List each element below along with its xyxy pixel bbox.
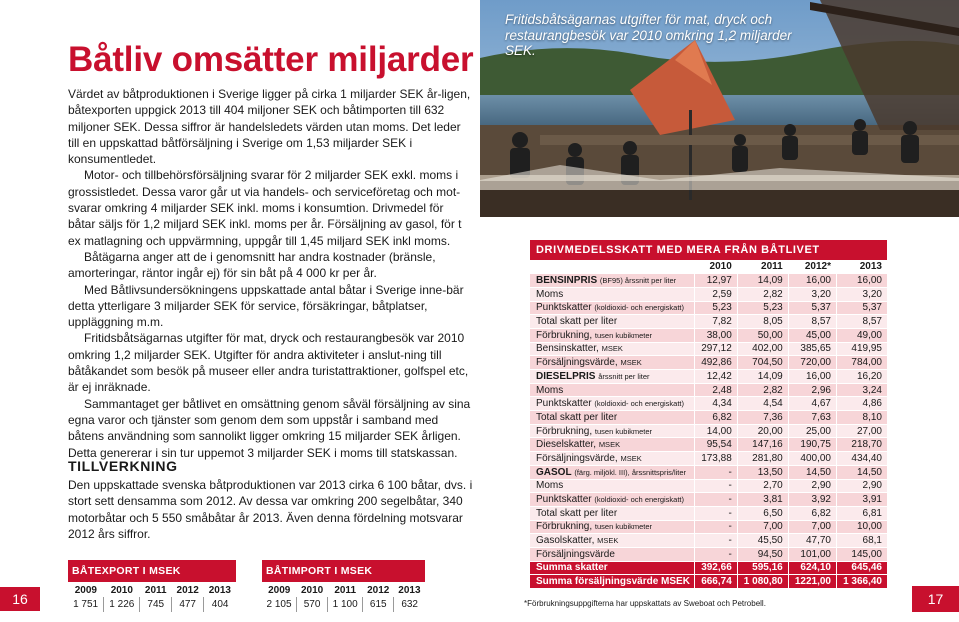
tax-sum-cell: 392,66 (694, 561, 737, 575)
value-cell: 1 751 (68, 597, 104, 612)
tax-row-label (530, 506, 694, 520)
section-heading: TILLVERKNING (68, 458, 178, 474)
tax-value-cell: 14,00 (694, 424, 737, 438)
tax-value-cell: 492,86 (694, 356, 737, 370)
tax-value-cell: 297,12 (694, 342, 737, 356)
tax-row-label (530, 534, 694, 548)
tax-value-cell: 720,00 (788, 356, 836, 370)
tax-value-cell: 14,09 (737, 370, 788, 384)
tax-sum-cell: 624,10 (788, 561, 836, 575)
tax-row-label-text: Total skatt per liter (536, 316, 618, 328)
tax-row (530, 370, 887, 384)
tax-value-cell: 7,36 (737, 411, 788, 425)
paragraph: Värdet av båtproduktionen i Sverige ligger på cirka 1 miljarder SEK år-ligen, båtexporten uppgick 2013 till 404 miljoner SEK och båtimporten till 632 miljoner SEK. Dessa siffror är handelsledets värden utan moms. Det leder till en uppskattad båtförsäljning i Sverige om 1,53 miljarder SEK i konsumentledet. (68, 87, 471, 167)
tax-row-label-text: Moms (536, 384, 564, 396)
tax-value-cell: 14,50 (836, 465, 887, 479)
tax-row (530, 287, 887, 301)
tax-row-label-text: Punktskatter (536, 398, 592, 410)
tax-row-note: MSEK (598, 440, 621, 450)
tax-year-label (530, 260, 694, 274)
value-cell: 477 (172, 597, 204, 612)
tax-value-cell: 16,20 (836, 370, 887, 384)
tax-value-cell: 218,70 (836, 438, 887, 452)
tax-value-cell: 2,90 (788, 479, 836, 493)
tax-row (530, 397, 887, 411)
tax-sum-cell: 1 366,40 (836, 575, 887, 589)
tax-row (530, 506, 887, 520)
paragraph: Med Båtlivsundersökningens uppskattade antal båtar i Sverige inne-bär detta ytterligare 3 miljarder SEK för service, försäkringar, båtplatser, uppläggning m.m. (68, 282, 464, 330)
year-cell: 2010 (110, 585, 133, 596)
tax-row-label-text: Dieselskatter, (536, 439, 597, 451)
paragraph: Båtägarna anger att de i genomsnitt har andra kostnader (bränsle, amorteringar, räntor ingår ej) för sin båt på 4 000 kr per år. (68, 249, 436, 281)
tax-value-cell: - (694, 520, 737, 534)
tax-value-cell: 101,00 (788, 547, 836, 561)
tax-value-cell: 5,23 (737, 301, 788, 315)
tax-value-cell: 27,00 (836, 424, 887, 438)
tax-year-cell: 2012* (788, 260, 836, 274)
tax-value-cell: 145,00 (836, 547, 887, 561)
tax-row-label (530, 356, 694, 370)
tax-row (530, 342, 887, 356)
photo-caption: Fritidsbåtsägarnas utgifter för mat, dryck och restaurangbesök var 2010 omkring 1,2 miljarder SEK. (505, 12, 792, 58)
tax-value-cell: 4,54 (737, 397, 788, 411)
tax-sum-cell: 1221,00 (788, 575, 836, 589)
tax-value-cell: 2,90 (836, 479, 887, 493)
tax-value-cell: 400,00 (788, 452, 836, 466)
tax-value-cell: 704,50 (737, 356, 788, 370)
tax-value-cell: 94,50 (737, 547, 788, 561)
tax-sum-cell: 595,16 (737, 561, 788, 575)
tax-value-cell: 5,37 (836, 301, 887, 315)
tax-value-cell: 173,88 (694, 452, 737, 466)
value-cell: 1 100 (328, 597, 363, 612)
tax-value-cell: 147,16 (737, 438, 788, 452)
tax-row (530, 411, 887, 425)
tax-value-cell: 3,92 (788, 493, 836, 507)
tax-value-cell: - (694, 534, 737, 548)
tax-value-cell: 47,70 (788, 534, 836, 548)
tax-value-cell: 13,50 (737, 465, 788, 479)
tax-row-note: årssnitt per liter (598, 371, 650, 381)
tax-row (530, 356, 887, 370)
tax-value-cell: 45,50 (737, 534, 788, 548)
tax-value-cell: 6,81 (836, 506, 887, 520)
tax-row-label-text: Förbrukning, (536, 425, 593, 437)
tax-value-cell: 402,00 (737, 342, 788, 356)
tax-sum-label: Summa skatter (530, 561, 694, 575)
tax-value-cell: 14,50 (788, 465, 836, 479)
tax-row-label (530, 370, 694, 384)
tax-year-cell: 2011 (737, 260, 788, 274)
tax-sum-label: Summa försäljningsvärde MSEK (530, 575, 694, 589)
value-cell: 632 (401, 599, 418, 610)
tax-value-cell: 3,20 (788, 287, 836, 301)
tax-row-label (530, 493, 694, 507)
tax-value-cell: 3,24 (836, 383, 887, 397)
tax-row (530, 547, 887, 561)
tax-value-cell: 190,75 (788, 438, 836, 452)
paragraph: Sammantaget ger båtlivet en omsättning genom såväl försäljning av sina egna varor och tjänster som genom dem som uppstår i samband med båtens användning som sannolikt ligger omkring 15 miljarder SEK årligen. Detta genererar i sin tur uppemot 3 miljarder SEK i moms till statskassan. (68, 396, 471, 460)
tax-row-label-text: BENSINPRIS (536, 275, 598, 287)
tax-row-label (530, 547, 694, 561)
tax-row-label-text: Moms (536, 288, 564, 300)
tax-row (530, 438, 887, 452)
tax-value-cell: 7,00 (788, 520, 836, 534)
tax-row-label (530, 342, 694, 356)
tax-row-label (530, 315, 694, 329)
tax-row-label-text: Försäljningsvärde, (536, 452, 618, 464)
tax-value-cell: 2,70 (737, 479, 788, 493)
tax-row-label-text: Total skatt per liter (536, 507, 618, 519)
tax-value-cell: 784,00 (836, 356, 887, 370)
tax-row-label (530, 274, 694, 288)
tax-value-cell: 8,05 (737, 315, 788, 329)
tax-year-row (530, 260, 887, 274)
tax-row (530, 452, 887, 466)
tax-value-cell: 2,82 (737, 287, 788, 301)
tax-row-label (530, 465, 694, 479)
tax-year-cell: 2013 (836, 260, 887, 274)
year-cell: 2012 (367, 585, 390, 596)
value-cell: 404 (211, 599, 229, 610)
tax-row-note: (koldioxid- och energiskatt) (594, 495, 684, 505)
tax-row-note: tusen kubikmeter (594, 330, 653, 340)
tax-table-body (530, 260, 887, 589)
tax-value-cell: 7,00 (737, 520, 788, 534)
tax-row-note: (BF95) årssnitt per liter (599, 276, 677, 286)
tax-row-label-text: GASOL (536, 466, 572, 478)
tax-row (530, 328, 887, 342)
tax-value-cell: 14,09 (737, 274, 788, 288)
tax-value-cell: 5,23 (694, 301, 737, 315)
tax-value-cell: 6,50 (737, 506, 788, 520)
tax-row (530, 479, 887, 493)
tax-row-note: tusen kubikmeter (594, 522, 653, 532)
tax-value-cell: - (694, 479, 737, 493)
tax-value-cell: 4,34 (694, 397, 737, 411)
article-body (68, 86, 473, 461)
value-cell: 570 (297, 597, 328, 612)
tax-value-cell: 6,82 (788, 506, 836, 520)
page-number-right: 17 (912, 586, 959, 612)
tax-value-cell: 12,42 (694, 370, 737, 384)
tax-row-note: MSEK (597, 536, 619, 546)
tax-value-cell: 5,37 (788, 301, 836, 315)
tax-row-label (530, 301, 694, 315)
tax-value-cell: 3,91 (836, 493, 887, 507)
tax-sum-row (530, 575, 887, 589)
tax-value-cell: 3,81 (737, 493, 788, 507)
export-table-title: BÅTEXPORT I MSEK (68, 560, 236, 582)
tax-value-cell: 12,97 (694, 274, 737, 288)
tax-value-cell: 4,86 (836, 397, 887, 411)
value-cell: 615 (363, 597, 394, 612)
tax-value-cell: 385,65 (788, 342, 836, 356)
tax-row (530, 424, 887, 438)
tax-row-label (530, 287, 694, 301)
tax-year-cell: 2010 (694, 260, 737, 274)
tax-row-label-text: Förbrukning, (536, 521, 593, 533)
tax-value-cell: 49,00 (836, 328, 887, 342)
tax-value-cell: 16,00 (788, 274, 836, 288)
tax-row (530, 274, 887, 288)
tax-row-label (530, 397, 694, 411)
tax-row-note: (koldioxid- och energiskatt) (594, 303, 684, 313)
tax-row-label (530, 452, 694, 466)
tax-value-cell: 6,82 (694, 411, 737, 425)
tax-row-note: (koldioxid- och energiskatt) (594, 399, 684, 409)
tax-row-label-text: DIESELPRIS (536, 370, 596, 382)
year-cell: 2013 (398, 585, 421, 596)
year-cell: 2011 (144, 585, 167, 596)
import-table-title: BÅTIMPORT I MSEK (262, 560, 425, 582)
tax-row-label-text: Total skatt per liter (536, 411, 618, 423)
tax-row-note: MSEK (620, 453, 642, 463)
tax-value-cell: - (694, 506, 737, 520)
tax-value-cell: 2,82 (737, 383, 788, 397)
page-headline: Båtliv omsätter miljarder (68, 40, 474, 79)
tax-value-cell: 10,00 (836, 520, 887, 534)
tax-row-label (530, 479, 694, 493)
tax-value-cell: 2,59 (694, 287, 737, 301)
tax-value-cell: 38,00 (694, 328, 737, 342)
tax-value-cell: 8,57 (836, 315, 887, 329)
tax-row-label (530, 520, 694, 534)
value-cell: 1 226 (104, 597, 140, 612)
import-table (262, 560, 425, 612)
tax-value-cell: 419,95 (836, 342, 887, 356)
tax-row-label (530, 328, 694, 342)
tax-row-label-text: Bensinskatter, (536, 343, 599, 355)
tax-row-label-text: Punktskatter (536, 302, 592, 314)
tax-value-cell: 45,00 (788, 328, 836, 342)
year-cell: 2013 (208, 585, 231, 596)
value-cell: 2 105 (262, 597, 297, 612)
tax-sum-cell: 645,46 (836, 561, 887, 575)
tax-value-cell: 3,20 (836, 287, 887, 301)
tax-value-cell: 95,54 (694, 438, 737, 452)
tax-value-cell: 2,48 (694, 383, 737, 397)
tax-row-label-text: Moms (536, 480, 564, 492)
tax-value-cell: - (694, 493, 737, 507)
tax-row (530, 465, 887, 479)
tax-row-label-text: Försäljningsvärde, (536, 357, 618, 369)
fuel-tax-table (530, 240, 887, 589)
tax-row-label-text: Försäljningsvärde (536, 548, 615, 560)
tax-value-cell: 281,80 (737, 452, 788, 466)
export-table (68, 560, 236, 612)
tax-row-label (530, 438, 694, 452)
tax-row (530, 315, 887, 329)
tax-value-cell: 16,00 (836, 274, 887, 288)
tax-sum-cell: 666,74 (694, 575, 737, 589)
tax-row-note: tusen kubikmeter (594, 426, 653, 436)
paragraph: Fritidsbåtsägarnas utgifter för mat, dryck och restaurangbesök var 2010 omkring 1,2 miljarder SEK. Utgifter för andra aktiviteter i anslut-ning till båtåkandet som besök på museer eller andra turistattraktioner, golfspel etc, är ej inräknade. (68, 331, 469, 395)
tax-row (530, 383, 887, 397)
tax-value-cell: 4,67 (788, 397, 836, 411)
tax-row-label (530, 424, 694, 438)
tax-value-cell: 8,57 (788, 315, 836, 329)
tax-row-note: MSEK (601, 344, 623, 354)
tax-value-cell: - (694, 547, 737, 561)
year-cell: 2012 (176, 585, 199, 596)
tax-value-cell: - (694, 465, 737, 479)
tax-value-cell: 25,00 (788, 424, 836, 438)
tax-value-cell: 8,10 (836, 411, 887, 425)
tax-row-note: (färg. miljökl. III), årssnittspris/liter (574, 467, 687, 477)
tax-row (530, 534, 887, 548)
year-cell: 2009 (74, 585, 97, 596)
section-text: Den uppskattade svenska båtproduktionen var 2013 cirka 6 100 båtar, dvs. i stort sett densamma som 2012. Av dessa var omkring 200 segelbåtar, 340 motorbåtar och 5 550 småbåtar år 2013. Även denna fördelning motsvarar 2012 års siffror. (68, 478, 473, 541)
tax-value-cell: 7,82 (694, 315, 737, 329)
tax-row (530, 493, 887, 507)
tax-table-title: DRIVMEDELSSKATT MED MERA FRÅN BÅTLIVET (530, 240, 887, 260)
year-cell: 2011 (334, 585, 357, 596)
tax-row-label (530, 411, 694, 425)
tax-value-cell: 2,96 (788, 383, 836, 397)
tax-value-cell: 16,00 (788, 370, 836, 384)
tax-value-cell: 7,63 (788, 411, 836, 425)
tax-row-label-text: Punktskatter (536, 494, 592, 506)
tax-row-note: MSEK (620, 358, 642, 368)
tax-row (530, 520, 887, 534)
tax-value-cell: 434,40 (836, 452, 887, 466)
year-cell: 2010 (300, 585, 324, 596)
tax-table-footnote: *Förbrukningsuppgifterna har uppskattats av Sweboat och Petrobell. (524, 599, 766, 608)
tax-value-cell: 68,1 (836, 534, 887, 548)
value-cell: 745 (140, 597, 172, 612)
tax-value-cell: 50,00 (737, 328, 788, 342)
page-number-left: 16 (0, 587, 40, 611)
tax-value-cell: 20,00 (737, 424, 788, 438)
tax-sum-cell: 1 080,80 (737, 575, 788, 589)
tax-row-label-text: Gasolskatter, (536, 535, 595, 547)
tax-row-label-text: Förbrukning, (536, 329, 593, 341)
tax-sum-row (530, 561, 887, 575)
tax-row-label (530, 383, 694, 397)
paragraph: Motor- och tillbehörsförsäljning svarar för 2 miljarder SEK exkl. moms i grossistledet. Dessa varor går ut via handels- och serviceföretag och mot-svarar omkring 4 miljarder SEK inkl. moms i konsumtion. Drivmedel för båtar säljs för 1,2 miljard SEK inkl. moms per år. Försäljning av gasol, för t ex matlagning och uppvärmning, uppgår till 1,45 miljard SEK inkl moms. (68, 168, 462, 248)
year-cell: 2009 (268, 585, 291, 596)
tax-row (530, 301, 887, 315)
